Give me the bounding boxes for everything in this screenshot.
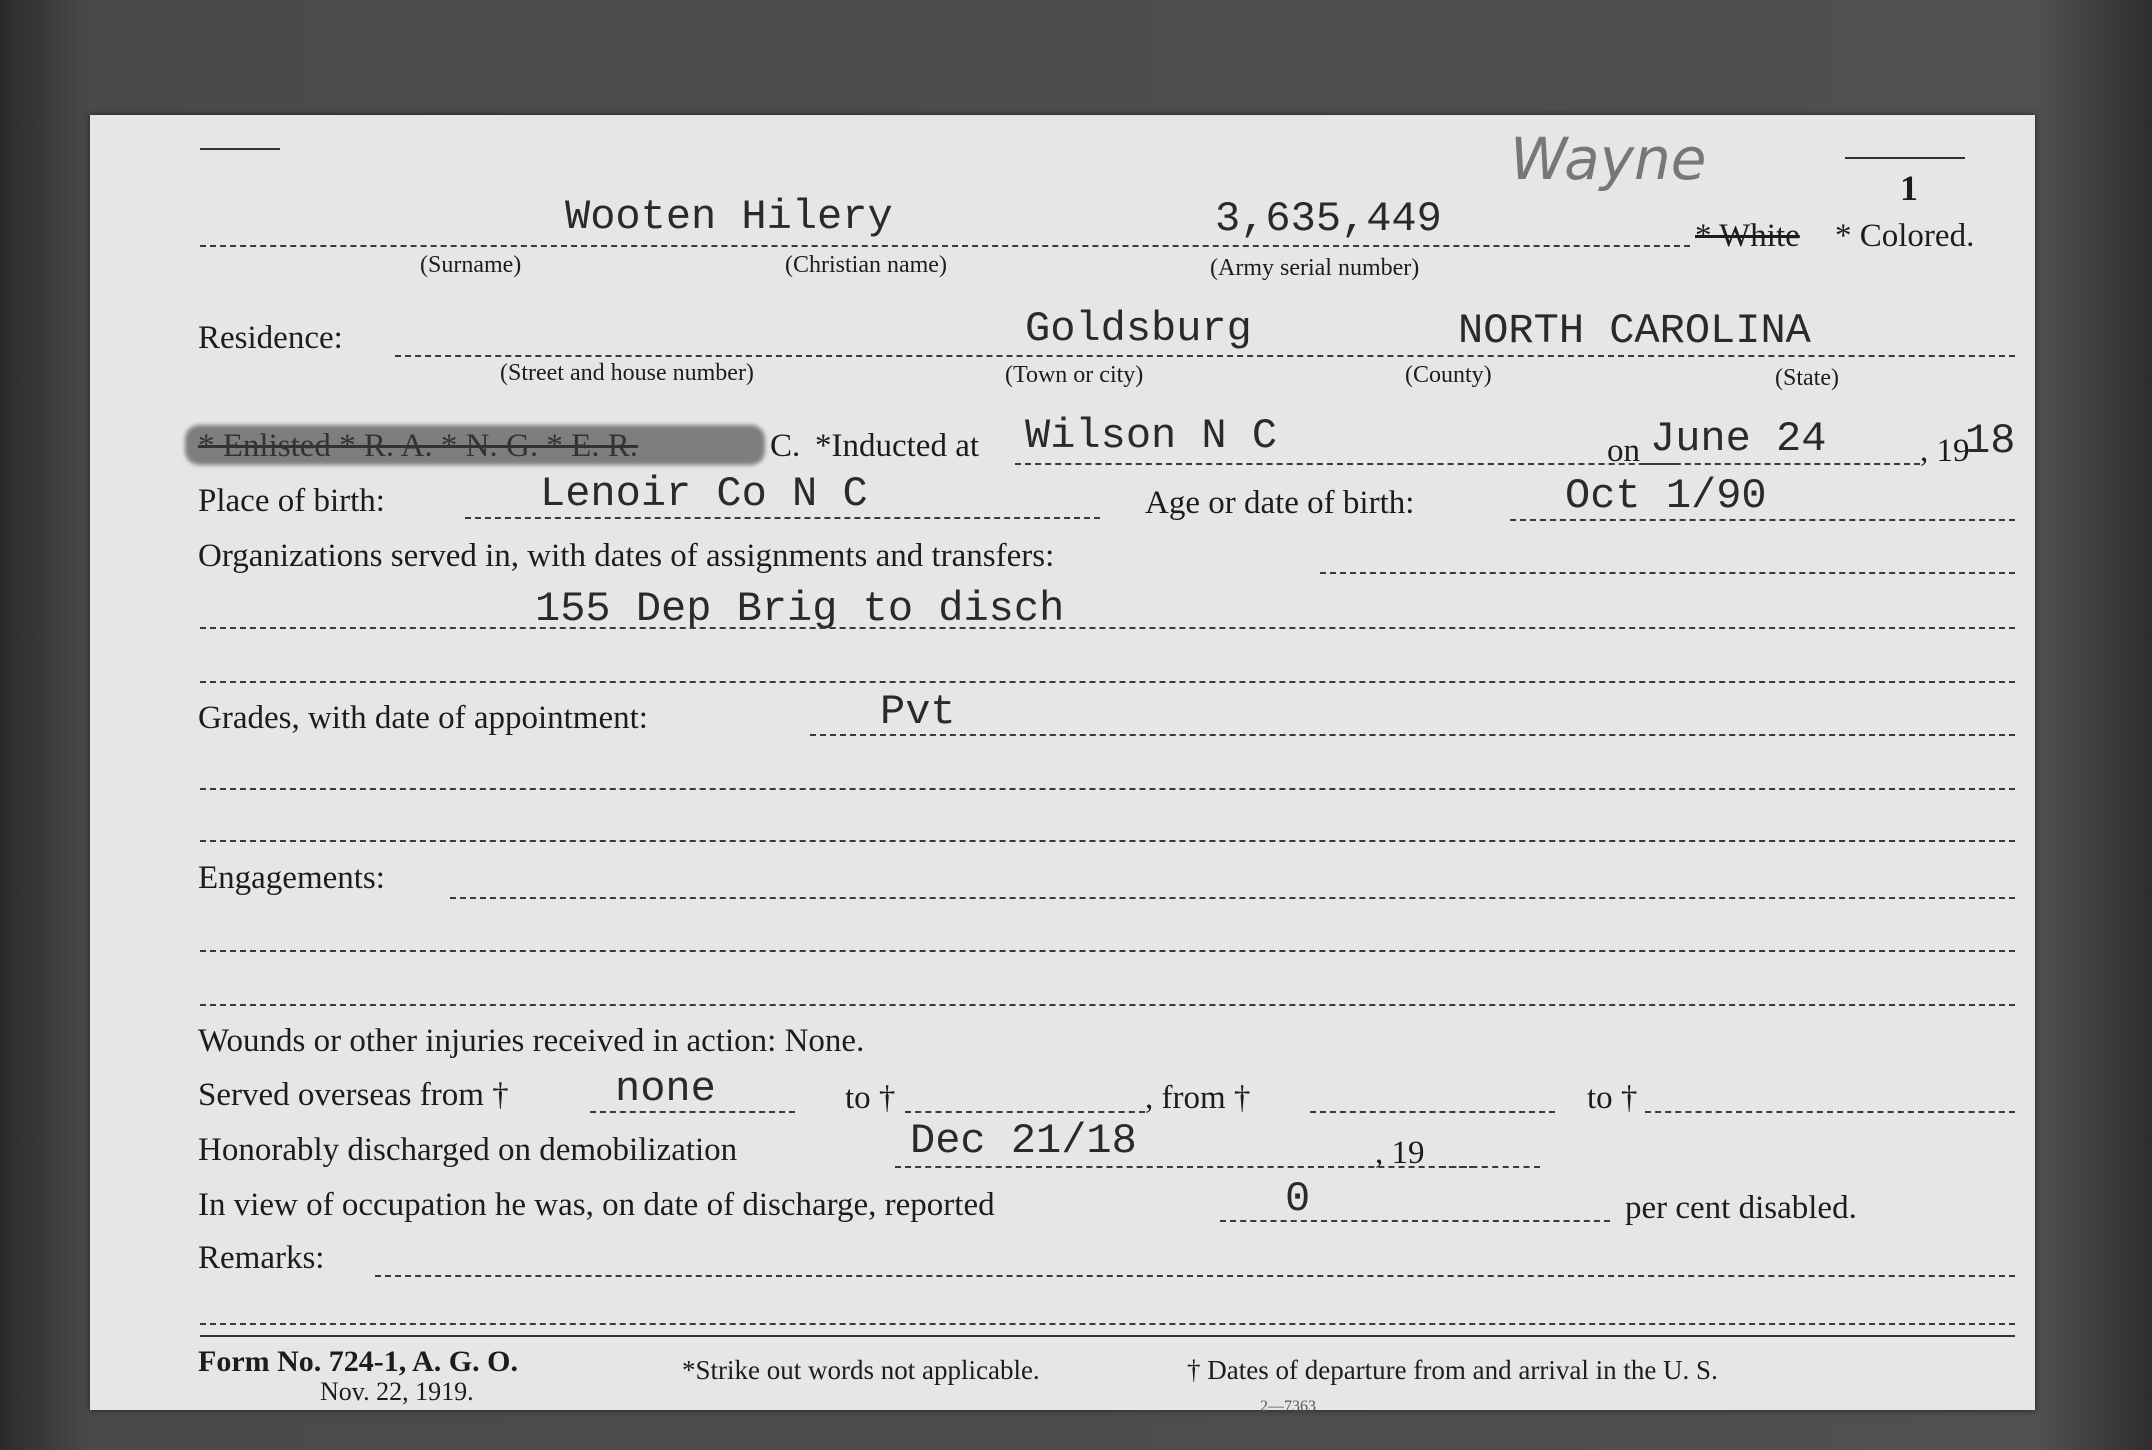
organizations-label: Organizations served in, with dates of assignments and transfers: <box>198 538 1055 574</box>
organizations-line-2 <box>200 627 2015 629</box>
christian-name-caption: (Christian name) <box>785 252 947 278</box>
top-left-rule <box>200 148 280 150</box>
overseas-from2-line <box>1310 1111 1555 1113</box>
disability-value: 0 <box>1285 1175 1311 1223</box>
place-of-birth-label: Place of birth: <box>198 483 385 519</box>
remarks-label: Remarks: <box>198 1240 325 1276</box>
age-line <box>1510 519 2015 521</box>
strike-note: *Strike out words not applicable. <box>682 1355 1040 1385</box>
discharge-label: Honorably discharged on demobilization <box>198 1132 738 1168</box>
inducted-date-value: June 24 <box>1650 415 1827 463</box>
grades-label: Grades, with date of appointment: <box>198 700 648 736</box>
engagements-label: Engagements: <box>198 860 385 896</box>
residence-label: Residence: <box>198 320 343 356</box>
surname-caption: (Surname) <box>420 252 522 278</box>
organizations-line-1 <box>1320 572 2015 574</box>
footer-stamp: 2—7363 <box>1260 1398 1316 1415</box>
discharge-year-label: , 19 <box>1375 1135 1425 1171</box>
grades-line-3 <box>200 840 2015 842</box>
overseas-to-line <box>905 1111 1145 1113</box>
age-label: Age or date of birth: <box>1145 485 1415 521</box>
county-caption: (County) <box>1405 362 1492 388</box>
organizations-value: 155 Dep Brig to disch <box>535 585 1065 633</box>
engagements-line-1 <box>450 897 2015 899</box>
serial-value: 3,635,449 <box>1215 195 1442 243</box>
age-value: Oct 1/90 <box>1565 472 1767 520</box>
place-of-birth-value: Lenoir Co N C <box>540 470 868 518</box>
enlisted-options: * Enlisted * R. A. * N. G. * E. R. <box>198 428 639 464</box>
birth-place-line <box>465 517 1100 519</box>
street-caption: (Street and house number) <box>500 360 754 386</box>
top-right-rule <box>1845 157 1965 159</box>
remarks-line-1 <box>375 1275 2015 1277</box>
name-value: Wooten Hilery <box>565 193 893 241</box>
erc-tail: C. <box>770 428 801 464</box>
overseas-label: Served overseas from † <box>198 1077 509 1113</box>
colored-label: * Colored. <box>1835 218 1975 254</box>
grades-value: Pvt <box>880 688 956 736</box>
disability-suffix: per cent disabled. <box>1625 1190 1857 1226</box>
organizations-line-3 <box>200 681 2015 683</box>
overseas-from-line <box>590 1111 795 1113</box>
footer-rule <box>200 1335 2015 1337</box>
service-record-card <box>90 115 2035 1415</box>
grades-line-2 <box>200 788 2015 790</box>
discharge-value: Dec 21/18 <box>910 1117 1137 1165</box>
state-caption: (State) <box>1775 365 1839 391</box>
year-prefix: , 19 <box>1920 433 1970 469</box>
handwritten-county: Wayne <box>1510 125 1707 193</box>
form-number: Form No. 724-1, A. G. O. <box>198 1345 518 1378</box>
serial-caption: (Army serial number) <box>1210 255 1420 281</box>
form-date: Nov. 22, 1919. <box>320 1377 474 1406</box>
white-label: * White <box>1695 218 1800 254</box>
overseas-to-label: to † <box>845 1080 896 1116</box>
inducted-label: *Inducted at <box>815 428 980 464</box>
overseas-from2-label: , from † <box>1145 1080 1251 1116</box>
name-line <box>200 245 1690 247</box>
overseas-from-value: none <box>615 1065 716 1113</box>
remarks-line-2 <box>200 1323 2015 1325</box>
town-value: Goldsburg <box>1025 305 1252 353</box>
town-caption: (Town or city) <box>1005 362 1144 388</box>
grades-line-1 <box>810 734 2015 736</box>
overseas-to2-line <box>1645 1111 2015 1113</box>
inducted-year-value: 18 <box>1965 417 2016 465</box>
inducted-line <box>1015 463 1675 465</box>
disability-label: In view of occupation he was, on date of discharge, reported <box>198 1187 995 1223</box>
discharge-year-line <box>1440 1166 1540 1168</box>
disability-line <box>1220 1220 1610 1222</box>
state-value: NORTH CAROLINA <box>1458 307 1811 355</box>
dates-note: † Dates of departure from and arrival in the U. S. <box>1187 1355 1718 1385</box>
engagements-line-2 <box>200 950 2015 952</box>
inducted-place-value: Wilson N C <box>1025 412 1278 460</box>
engagements-line-3 <box>200 1004 2015 1006</box>
on-label: on <box>1607 433 1640 469</box>
wounds-label: Wounds or other injuries received in action: None. <box>198 1023 865 1059</box>
residence-line <box>395 355 2015 357</box>
inducted-date-line <box>1645 463 1920 465</box>
overseas-to2-label: to † <box>1587 1080 1638 1116</box>
card-number: 1 <box>1900 168 1918 208</box>
